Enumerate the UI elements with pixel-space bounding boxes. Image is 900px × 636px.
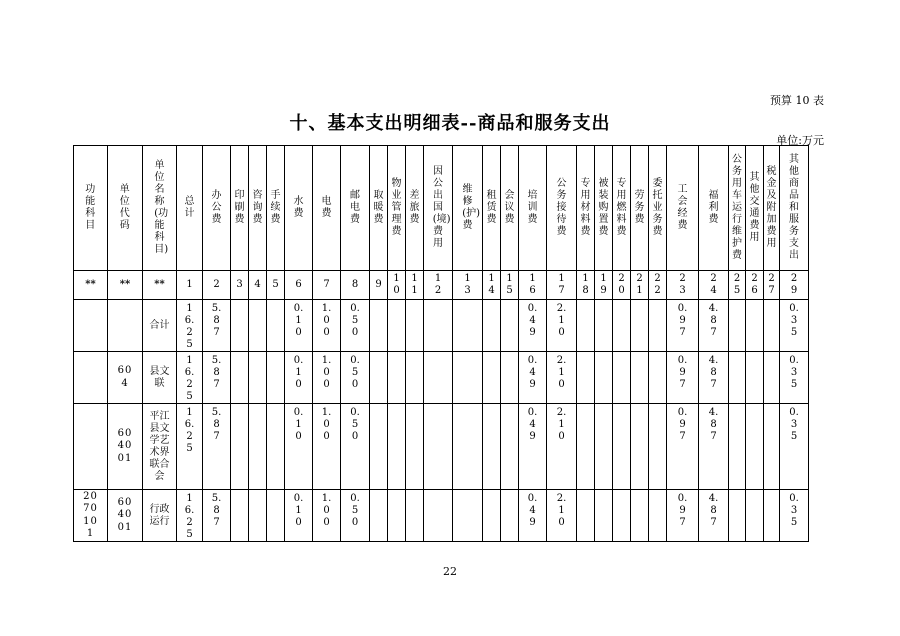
table-cell: 0.49 xyxy=(519,352,547,404)
table-cell xyxy=(595,300,613,352)
column-number: 7 xyxy=(313,271,341,300)
table-cell: 16.25 xyxy=(177,490,203,542)
table-cell: 0.49 xyxy=(519,300,547,352)
table-cell xyxy=(595,404,613,490)
table-cell xyxy=(729,300,746,352)
table-cell: 0.97 xyxy=(667,490,699,542)
table-cell xyxy=(501,352,519,404)
table-cell xyxy=(483,404,501,490)
table-cell xyxy=(370,300,388,352)
table-cell xyxy=(501,404,519,490)
table-cell xyxy=(231,404,249,490)
table-cell xyxy=(631,352,649,404)
col-header: 印刷费 xyxy=(231,146,249,271)
column-number: 10 xyxy=(388,271,406,300)
table-cell: 16.25 xyxy=(177,300,203,352)
table-cell xyxy=(424,404,453,490)
table-cell: 0.10 xyxy=(285,404,313,490)
table-cell: 5.87 xyxy=(203,490,231,542)
column-number: 29 xyxy=(780,271,809,300)
table-cell xyxy=(424,300,453,352)
table-cell xyxy=(483,300,501,352)
table-cell: 合计 xyxy=(143,300,177,352)
col-header: 单位代码 xyxy=(108,146,143,271)
table-cell xyxy=(453,404,483,490)
column-number: 19 xyxy=(595,271,613,300)
table-cell xyxy=(577,404,595,490)
column-number: 17 xyxy=(547,271,577,300)
table-cell: 2.10 xyxy=(547,352,577,404)
table-cell: 2070101 xyxy=(74,490,108,542)
table-cell xyxy=(388,300,406,352)
column-number: 18 xyxy=(577,271,595,300)
col-header: 会议费 xyxy=(501,146,519,271)
col-header: 因公出国(境)费用 xyxy=(424,146,453,271)
table-cell: 0.50 xyxy=(341,300,370,352)
table-cell xyxy=(249,352,267,404)
column-number: 26 xyxy=(746,271,764,300)
column-number: 24 xyxy=(699,271,729,300)
column-number: ** xyxy=(143,271,177,300)
col-header: 培训费 xyxy=(519,146,547,271)
table-cell xyxy=(649,352,667,404)
table-cell: 2.10 xyxy=(547,490,577,542)
table-cell xyxy=(631,404,649,490)
table-cell xyxy=(231,300,249,352)
column-number: ** xyxy=(74,271,108,300)
table-cell xyxy=(764,300,780,352)
table-cell: 2.10 xyxy=(547,404,577,490)
table-cell: 0.35 xyxy=(780,352,809,404)
column-number: 23 xyxy=(667,271,699,300)
col-header: 租赁费 xyxy=(483,146,501,271)
col-header: 专用燃料费 xyxy=(613,146,631,271)
table-cell: 16.25 xyxy=(177,352,203,404)
table-cell xyxy=(764,352,780,404)
table-cell: 5.87 xyxy=(203,352,231,404)
table-cell xyxy=(595,352,613,404)
table-cell xyxy=(370,352,388,404)
table-cell: 1.00 xyxy=(313,352,341,404)
column-number: 12 xyxy=(424,271,453,300)
table-cell xyxy=(613,404,631,490)
table-cell: 604001 xyxy=(108,404,143,490)
table-cell xyxy=(424,352,453,404)
column-number-row xyxy=(74,271,809,300)
table-cell xyxy=(74,352,108,404)
table-cell xyxy=(231,490,249,542)
table-cell xyxy=(453,490,483,542)
unit-label: 单位:万元 xyxy=(776,134,824,147)
table-cell xyxy=(267,352,285,404)
column-number: 8 xyxy=(341,271,370,300)
col-header: 咨询费 xyxy=(249,146,267,271)
form-id: 预算 10 表 xyxy=(770,94,824,107)
table-cell xyxy=(764,490,780,542)
table-cell xyxy=(267,404,285,490)
table-row xyxy=(74,352,809,404)
table-cell xyxy=(631,490,649,542)
table-cell xyxy=(613,352,631,404)
table-cell xyxy=(613,300,631,352)
table-cell: 0.97 xyxy=(667,300,699,352)
table-cell: 1.00 xyxy=(313,490,341,542)
table-cell: 4.87 xyxy=(699,404,729,490)
col-header: 手续费 xyxy=(267,146,285,271)
table-cell: 4.87 xyxy=(699,300,729,352)
col-header: 电费 xyxy=(313,146,341,271)
table-cell: 0.10 xyxy=(285,300,313,352)
col-header: 委托业务费 xyxy=(649,146,667,271)
table-cell xyxy=(746,490,764,542)
column-number: 11 xyxy=(406,271,424,300)
table-cell xyxy=(453,352,483,404)
page-number: 22 xyxy=(443,565,457,578)
table-cell: 5.87 xyxy=(203,300,231,352)
table-cell: 16.25 xyxy=(177,404,203,490)
column-number: 1 xyxy=(177,271,203,300)
col-header: 办公费 xyxy=(203,146,231,271)
column-number: 14 xyxy=(483,271,501,300)
table-cell: 4.87 xyxy=(699,490,729,542)
column-number: 15 xyxy=(501,271,519,300)
table-cell xyxy=(483,490,501,542)
col-header: 公务接待费 xyxy=(547,146,577,271)
table-cell xyxy=(649,404,667,490)
table-cell xyxy=(406,300,424,352)
table-cell: 0.35 xyxy=(780,490,809,542)
table-cell: 604 xyxy=(108,352,143,404)
table-cell xyxy=(595,490,613,542)
table-cell: 604001 xyxy=(108,490,143,542)
table-cell: 1.00 xyxy=(313,404,341,490)
table-cell: 0.35 xyxy=(780,300,809,352)
column-number: 2 xyxy=(203,271,231,300)
table-cell: 2.10 xyxy=(547,300,577,352)
table-cell: 0.50 xyxy=(341,404,370,490)
column-number: ** xyxy=(108,271,143,300)
column-number: 9 xyxy=(370,271,388,300)
column-number: 21 xyxy=(631,271,649,300)
table-cell: 0.10 xyxy=(285,490,313,542)
column-number: 22 xyxy=(649,271,667,300)
col-header: 税金及附加费用 xyxy=(764,146,780,271)
col-header: 物业管理费 xyxy=(388,146,406,271)
table-cell xyxy=(577,352,595,404)
col-header: 维修(护)费 xyxy=(453,146,483,271)
col-header: 工会经费 xyxy=(667,146,699,271)
table-cell: 0.35 xyxy=(780,404,809,490)
col-header: 邮电费 xyxy=(341,146,370,271)
table-cell: 行政运行 xyxy=(143,490,177,542)
column-number: 16 xyxy=(519,271,547,300)
page-title: 十、基本支出明细表--商品和服务支出 xyxy=(289,113,611,134)
table-cell xyxy=(370,404,388,490)
table-cell: 0.97 xyxy=(667,352,699,404)
column-number: 20 xyxy=(613,271,631,300)
table-cell: 4.87 xyxy=(699,352,729,404)
table-cell xyxy=(249,404,267,490)
table-cell xyxy=(746,404,764,490)
col-header: 其他交通费用 xyxy=(746,146,764,271)
table-cell: 0.50 xyxy=(341,352,370,404)
col-header: 取暖费 xyxy=(370,146,388,271)
table-cell xyxy=(729,404,746,490)
table-row xyxy=(74,300,809,352)
table-cell xyxy=(267,490,285,542)
table-cell xyxy=(501,490,519,542)
col-header: 功能科目 xyxy=(74,146,108,271)
table-cell xyxy=(501,300,519,352)
table-cell xyxy=(649,490,667,542)
column-number: 6 xyxy=(285,271,313,300)
table-cell xyxy=(649,300,667,352)
table-cell xyxy=(370,490,388,542)
column-number: 13 xyxy=(453,271,483,300)
table-cell xyxy=(613,490,631,542)
table-row xyxy=(74,404,809,490)
table-cell xyxy=(577,300,595,352)
table-cell xyxy=(74,300,108,352)
table-cell: 0.49 xyxy=(519,490,547,542)
table-cell xyxy=(764,404,780,490)
column-number: 3 xyxy=(231,271,249,300)
table-cell: 县文联 xyxy=(143,352,177,404)
table-cell xyxy=(249,490,267,542)
table-cell xyxy=(577,490,595,542)
column-number: 4 xyxy=(249,271,267,300)
col-header: 总计 xyxy=(177,146,203,271)
table-cell xyxy=(729,490,746,542)
table-cell xyxy=(108,300,143,352)
table-cell xyxy=(388,490,406,542)
col-header: 公务用车运行维护费 xyxy=(729,146,746,271)
table-cell xyxy=(267,300,285,352)
table-cell xyxy=(631,300,649,352)
table-cell: 0.10 xyxy=(285,352,313,404)
table-cell xyxy=(388,404,406,490)
header-row xyxy=(74,146,809,271)
table-cell xyxy=(746,352,764,404)
table-cell: 0.50 xyxy=(341,490,370,542)
table-row xyxy=(74,490,809,542)
table-cell xyxy=(406,404,424,490)
col-header: 福利费 xyxy=(699,146,729,271)
column-number: 25 xyxy=(729,271,746,300)
table-cell: 0.97 xyxy=(667,404,699,490)
table-cell xyxy=(388,352,406,404)
table-cell xyxy=(406,490,424,542)
col-header: 其他商品和服务支出 xyxy=(780,146,809,271)
col-header: 被装购置费 xyxy=(595,146,613,271)
table-cell xyxy=(453,300,483,352)
col-header: 劳务费 xyxy=(631,146,649,271)
table-cell: 1.00 xyxy=(313,300,341,352)
table-cell: 平江县文学艺术界联合会 xyxy=(143,404,177,490)
col-header: 单位名称(功能科目) xyxy=(143,146,177,271)
col-header: 水费 xyxy=(285,146,313,271)
table-cell xyxy=(424,490,453,542)
column-number: 5 xyxy=(267,271,285,300)
table-cell xyxy=(483,352,501,404)
table-cell xyxy=(74,404,108,490)
table-cell xyxy=(406,352,424,404)
expense-table xyxy=(73,145,809,542)
table-cell xyxy=(729,352,746,404)
col-header: 差旅费 xyxy=(406,146,424,271)
col-header: 专用材料费 xyxy=(577,146,595,271)
table-cell: 5.87 xyxy=(203,404,231,490)
table-cell xyxy=(249,300,267,352)
table-cell: 0.49 xyxy=(519,404,547,490)
table-cell xyxy=(746,300,764,352)
column-number: 27 xyxy=(764,271,780,300)
table-cell xyxy=(231,352,249,404)
